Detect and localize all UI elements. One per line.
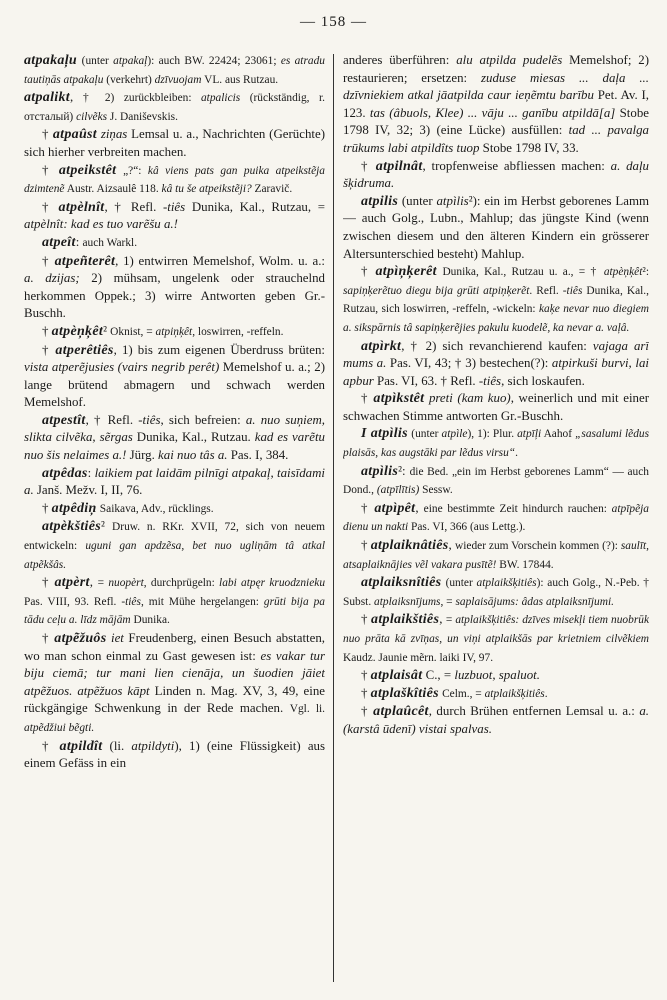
dictionary-entry: † atpèlnît, † Refl. -tiês Dunika, Kal., Rutzau, = atpèlnît: kad es tuo varẽšu a.! <box>24 199 325 232</box>
right-column <box>343 52 649 992</box>
dictionary-entry: atpeît: auch Warkl. <box>42 234 138 250</box>
dictionary-entry: atpìrkt, † 2) sich revanchierend kaufen: vajaga arī mums a. Pas. VI, 43; † 3) bestechen(?): atpirkuši burvi, lai apbur Pas. VI, 63. † Refl. -tiês, sich loskaufen. <box>343 338 649 388</box>
dictionary-entry: atpìlis²: die Bed. „ein im Herbst geborenes Lamm“ — auch Dond., (atpīlītis) Sessw. <box>343 463 649 497</box>
dictionary-entry: atpêdas: laikiem pat laidām pilnīgi atpakaļ, taisīdami a. Janš. Mežv. I, II, 76. <box>24 465 325 498</box>
dictionary-entry: † atpẽžuôs iet Freudenberg, einen Besuch abstatten, wo man schon einmal zu Gast gewesen ist: es vakar tur biju ciemā; tur mani lien cienāja, un šuodien jāiet atpẽžuos. atpẽžuos kāpt Linden n. Mag. XV, 3, 49, eine rückgängige Schwenkung in der Rede machen. Vgl. li. atpẽdžiui bẽgti. <box>24 631 325 734</box>
dictionary-entry: † atperêtiês, 1) bis zum eigenen Überdruss brüten: vista atperẽjusies (vairs negrib perêt) Memelshof u. a.; 2) lange brütend abmagern und schwach werden Memelshof. <box>24 342 325 410</box>
dictionary-entry: † atpildît (li. atpildyti), 1) (eine Flüssigkeit) aus einem Gefäss in ein <box>24 738 325 771</box>
dictionary-entry: † atpêdiņ Saikava, Adv., rücklings. <box>42 500 214 516</box>
dictionary-entry: † atpìņķerêt Dunika, Kal., Rutzau u. a., = † atpèņķêt²: sapiņķerẽtuo diegu bija grūti atpiņķerẽt. Refl. -tiês Dunika, Kal., Rutzau, sich loswirren, -reffeln, -wickeln: kaķe nevar nuo diegiem a. sikspārnis tâ sapiņķerẽjies pakulu kuodelẽ, ka nevar a. vaļâ. <box>343 264 649 334</box>
page-number: — 158 — <box>300 14 367 30</box>
dictionary-entry: † atpeñterêt, 1) entwirren Memelshof, Wolm. u. a.: a. dzijas; 2) mühsam, ungelenk oder strauchelnd herkommen Oppek.; 3) wirre Antworten geben Gr.-Buschh. <box>24 253 325 321</box>
column-divider <box>333 54 334 982</box>
dictionary-entry: atpèkštiês² Druw. n. RKr. XVII, 72, sich von neuem entwickeln: uguni gan apdzẽsa, bet nuo ugliņām tâ atkal atpẽkšâs. <box>24 519 325 571</box>
dictionary-entry: † atpeikstêt „?“: kâ viens pats gan puika atpeikstẽja dzimtenẽ Austr. Aizsaulê 118. kâ tu še atpeikstẽji? Zaravič. <box>24 162 325 196</box>
dictionary-entry: † atpaûst ziņas Lemsal u. a., Nachrichten (Gerüchte) sich hierher verbreiten machen. <box>24 127 325 159</box>
dictionary-entry: † atplaisât C., = luzbuot, spaluot. <box>361 668 540 684</box>
dictionary-entry: atplaiksnîtiês (unter atplaikšķitiês): auch Golg., N.-Peb. † Subst. atplaiksnījums, = saplaisājums: âdas atplaiksnījumi. <box>343 575 649 608</box>
dictionary-entry: atpilis (unter atpìlis²): ein im Herbst geborenes Lamm — auch Golg., Lubn., Mahlup; das jüngste Kind (wenn zwischen diesem und den älteren Kindern ein grösserer Altersunterschied besteht) Mahlup. <box>343 193 649 261</box>
dictionary-entry: † atplaiknâtiês, wieder zum Vorschein kommen (?): saulīt, atsaplaiknājies vẽl vakara pusītẽ! BW. 17844. <box>343 538 649 571</box>
dictionary-entry: I atpìlis (unter atpìle), 1): Plur. atpīļi Aahof „sasalumi lẽdus plaisās, kas augstāki par lẽdus virsu“. <box>343 426 649 460</box>
dictionary-entry: atpestît, † Refl. -tiês, sich befreien: a. nuo suņiem, slikta cilvẽka, sẽrgas Dunika, Kal., Rutzau. kad es varẽtu nuo šis nelaimes a.! Jürg. kai nuo tâs a. Pas. I, 384. <box>24 412 325 463</box>
dictionary-entry: † atplaškîtiês Celm., = atplaikšķitiês. <box>361 685 548 701</box>
dictionary-entry: † atpèņķêt² Oknist, = atpiņķêt, loswirren, -reffeln. <box>42 323 284 339</box>
dictionary-entry: † atpìpêt, eine bestimmte Zeit hindurch rauchen: atpīpẽja dienu un nakti Pas. VI, 366 (aus Lettg.). <box>343 500 649 534</box>
dictionary-entry: anderes überführen: alu atpilda pudelẽs Memelshof; 2) restaurieren; ersetzen: zuduse miesas ... daļa ... dzīvniekiem atkal jāatpilda caur ieņẽmtu barību Pet. Av. I, 123. tas (âbuols, Klee) ... vāju ... ganību atpildā[a] Stobe 1798 IV, 32; 3) (eine Lücke) ausfüllen: tad ... pavalga trūkums labi atpildîts tuop Stobe 1798 IV, 33. <box>343 53 649 155</box>
dictionary-entry: atpalikt, † 2) zurückbleiben: atpalicis (rückständig, r. отсталый) cilvẽks J. Daniševskis. <box>24 90 325 123</box>
dictionary-entry: † atpèrt, = nuopèrt, durchprügeln: labi atpęr kruodznieku Pas. VIII, 93. Refl. -tiês, mit Mühe hergelangen: grūti bija pa tādu ceļu a. līdz mājām Dunika. <box>24 575 325 627</box>
dictionary-entry: † atplaûcêt, durch Brühen entfernen Lemsal u. a.: a. (karstâ ūdenī) vistai spalvas. <box>343 704 649 736</box>
dictionary-entry: † atpilnât, tropfenweise abfliessen machen: a. daļu šķidruma. <box>343 158 649 191</box>
dictionary-entry: † atplaikštiês, = atplaikšķitiês: dzīves misekļi tiem nuobrūk nuo prāta kā zvīņas, un viņi atplaikšās par krietniem cilvẽkiem Kaudz. Jaunie mẽrn. laiki IV, 97. <box>343 612 649 664</box>
left-column <box>24 52 325 992</box>
dictionary-entry: † atpìkstêt preti (kam kuo), weinerlich und mit einer schwachen Stimme antworten Gr.-Buschh. <box>343 391 649 423</box>
dictionary-entry: atpakaļu (unter atpakaļ): auch BW. 22424; 23061; es atradu tautiņās atpakaļu (verkehrt) dzīvuojam VL. aus Rutzau. <box>24 53 325 86</box>
